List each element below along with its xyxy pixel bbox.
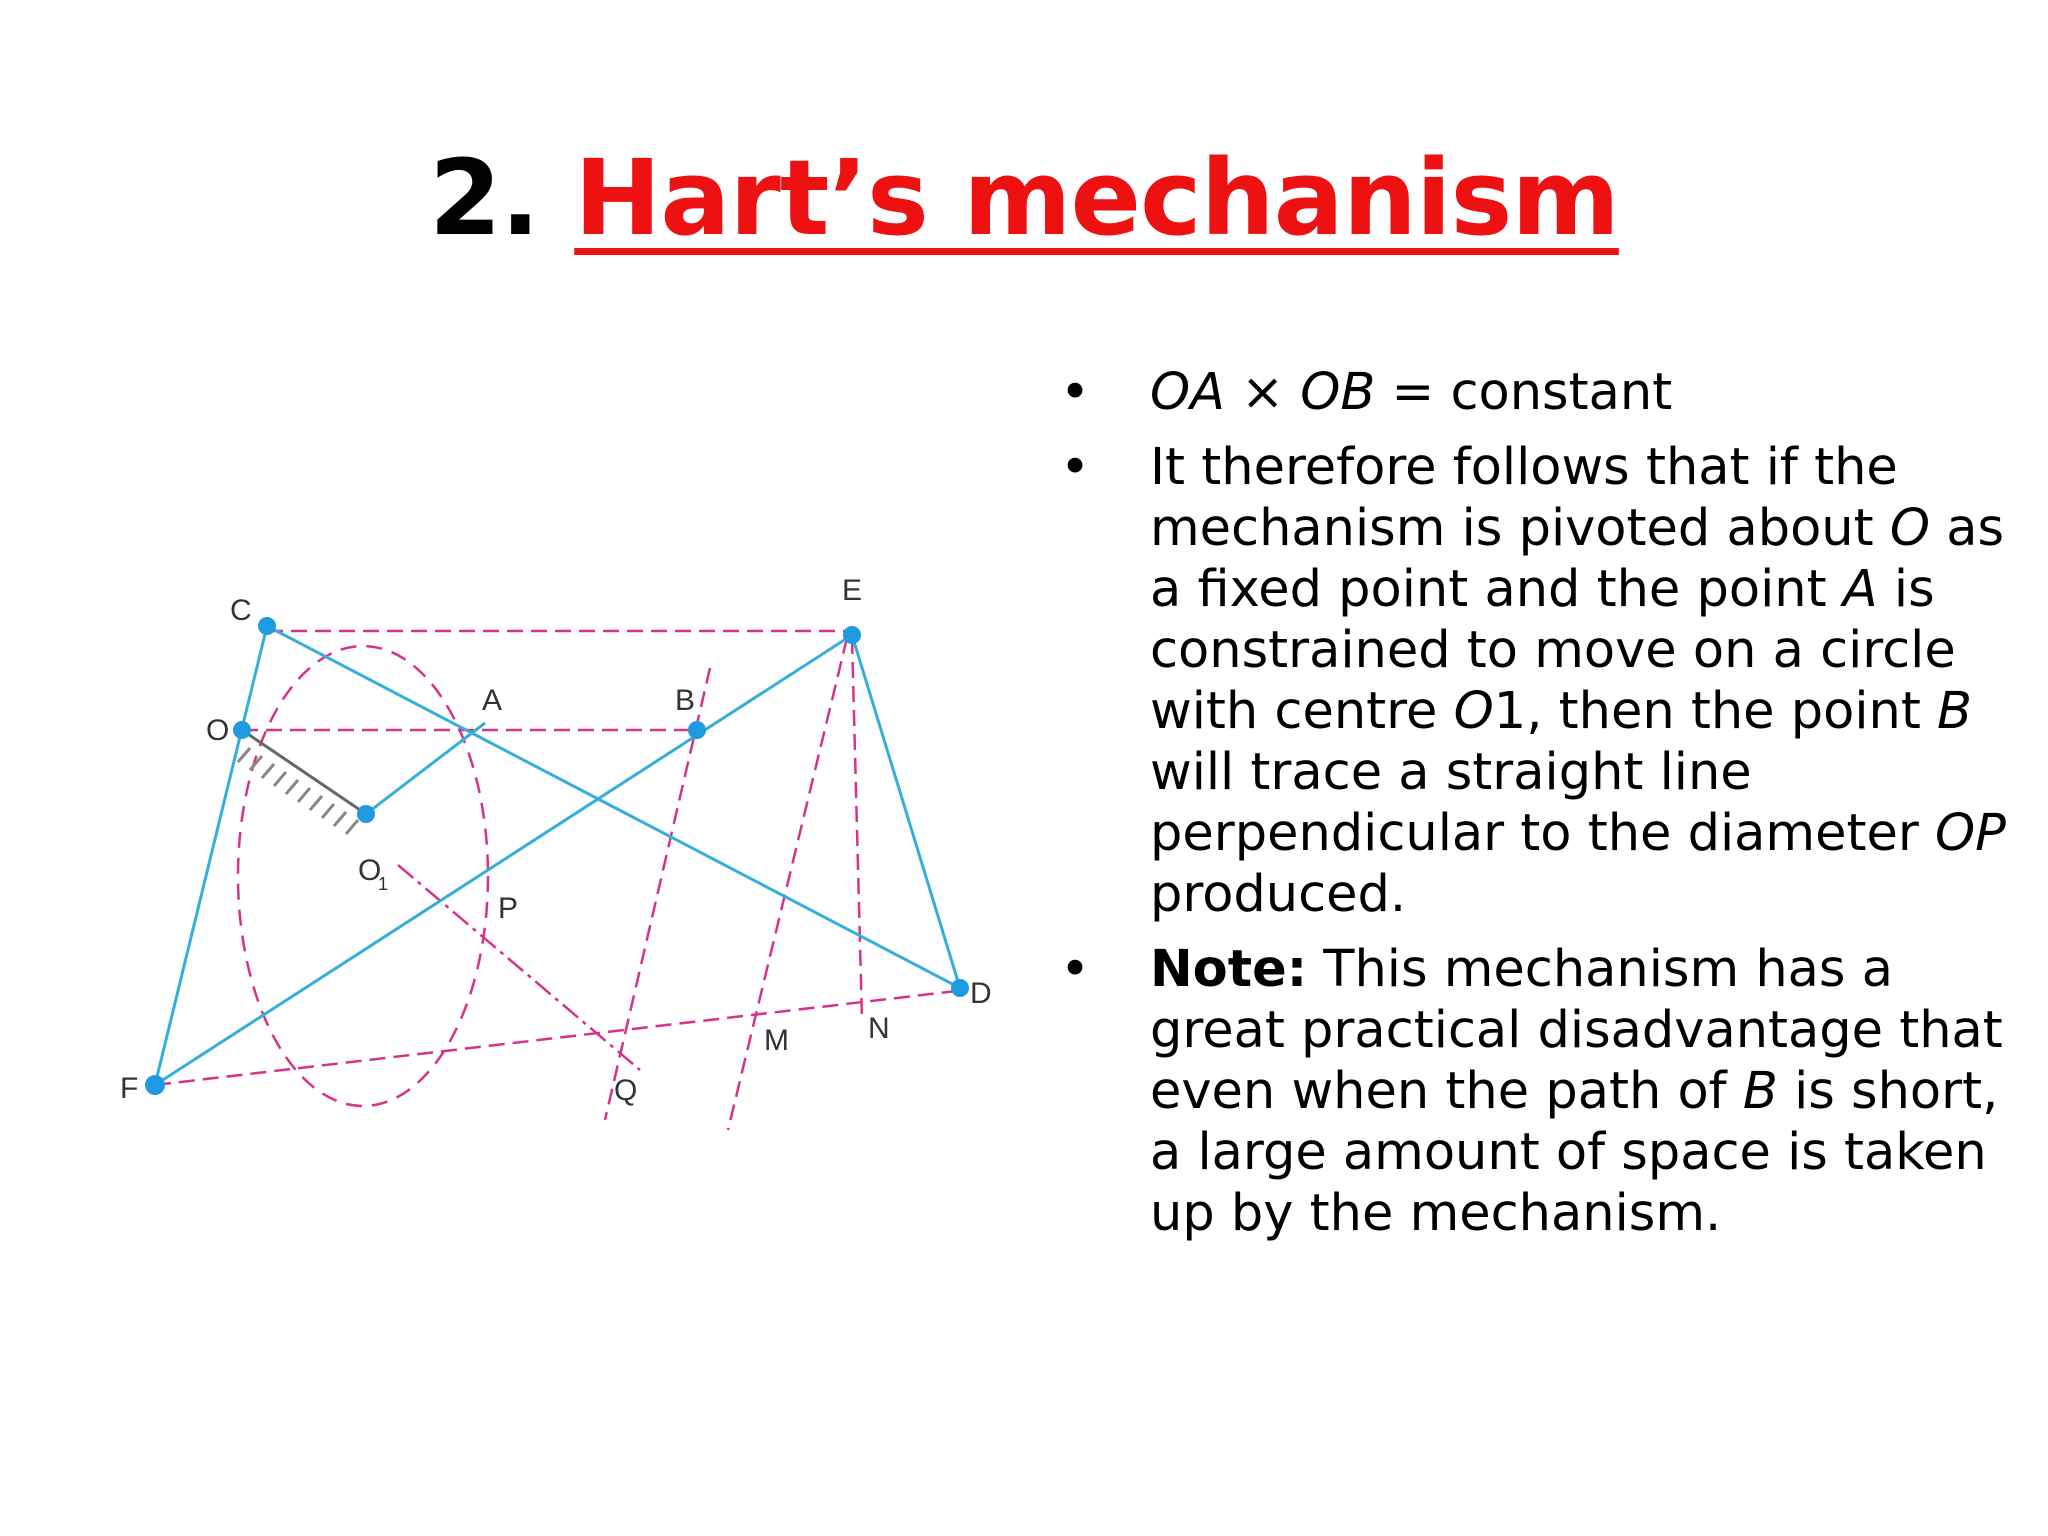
joint-o1: [357, 805, 375, 823]
label-b: B: [675, 684, 696, 717]
label-q: Q: [614, 1074, 638, 1107]
joint-f: [145, 1075, 165, 1095]
label-p: P: [498, 892, 519, 925]
label-c: C: [230, 594, 252, 627]
line-o1-q: [398, 865, 640, 1070]
label-m: M: [764, 1024, 789, 1057]
link-f-e: [155, 635, 852, 1085]
joint-c: [258, 617, 276, 635]
joint-e: [843, 626, 861, 644]
line-e-n: [852, 638, 862, 1020]
label-f: F: [120, 1072, 139, 1105]
label-o1-subscript: 1: [378, 874, 389, 894]
joint-o: [233, 721, 251, 739]
bullet-item: • OA × OB = constant: [1060, 362, 2020, 423]
label-o1: O: [358, 854, 382, 887]
line-f-d: [155, 990, 965, 1085]
label-a: A: [482, 684, 503, 717]
link-o1-a: [366, 723, 485, 814]
fixed-link-hatching: [238, 748, 358, 834]
joint-b: [688, 721, 706, 739]
link-c-f: [155, 626, 267, 1085]
bullet-item: • Note: This mechanism has a great practical disadvantage that even when the path of B is short, a large amount of space is taken up by the mechanism.: [1060, 939, 2020, 1244]
bullet-item: • It therefore follows that if the mechanism is pivoted about O as a fixed point and the point A is constrained to move on a circle with centre O1, then the point B will trace a straight line perpendicular to the diameter OP produced.: [1060, 437, 2020, 925]
bullet-list: [1060, 362, 2020, 1258]
label-o: O: [206, 714, 230, 747]
slide-title: [0, 128, 2048, 268]
harts-mechanism-diagram: [100, 560, 1020, 1160]
link-e-d: [852, 635, 960, 988]
label-d: D: [970, 977, 992, 1010]
title-text: Hart’s mechanism: [574, 137, 1619, 259]
fixed-link-o-o1: [242, 730, 366, 814]
label-e: E: [842, 574, 863, 607]
title-number: 2.: [429, 137, 540, 259]
label-n: N: [868, 1012, 890, 1045]
joint-d: [951, 979, 969, 997]
